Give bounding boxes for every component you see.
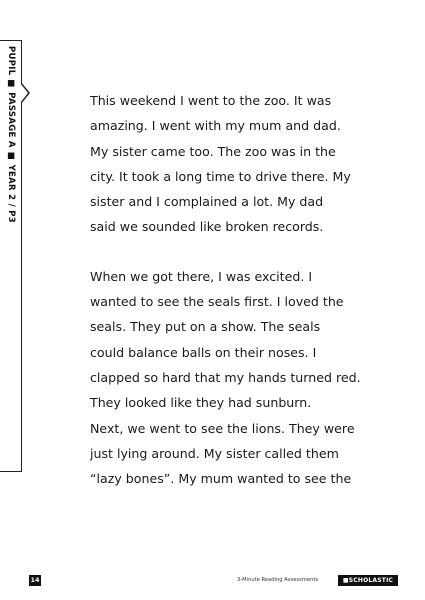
text-line: could balance balls on their noses. I: [90, 344, 317, 360]
text-line: wanted to see the seals first. I loved the: [90, 294, 344, 310]
passage-text: [90, 88, 390, 491]
text-line: They looked like they had sunburn.: [90, 395, 312, 411]
text-line: amazing. I went with my mum and dad.: [90, 118, 341, 134]
text-line: just lying around. My sister called them: [90, 445, 339, 461]
text-line: seals. They put on a show. The seals: [90, 319, 321, 335]
text-line: “lazy bones”. My mum wanted to see the: [90, 471, 352, 487]
text-line: When we got there, I was excited. I: [90, 268, 313, 284]
text-line: city. It took a long time to drive there. My: [90, 168, 351, 184]
side-tab-text: PUPIL ■ PASSAGE A ■ YEAR 2 / P3: [6, 46, 16, 223]
paragraph-2: [90, 264, 390, 492]
book-title: 3-Minute Reading Assessments: [237, 577, 319, 583]
text-line: Next, we went to see the lions. They were: [90, 420, 355, 436]
page-number: 14: [30, 576, 40, 584]
text-line: My sister came too. The zoo was in the: [90, 143, 336, 159]
text-line: This weekend I went to the zoo. It was: [90, 93, 332, 108]
text-line: clapped so hard that my hands turned red.: [90, 369, 361, 385]
side-tab-label: [3, 46, 19, 466]
text-line: said we sounded like broken records.: [90, 219, 324, 235]
text-line: sister and I complained a lot. My dad: [90, 194, 324, 210]
scholastic-logo: ■SCHOLASTIC: [338, 575, 398, 586]
paragraph-1: [90, 88, 390, 240]
